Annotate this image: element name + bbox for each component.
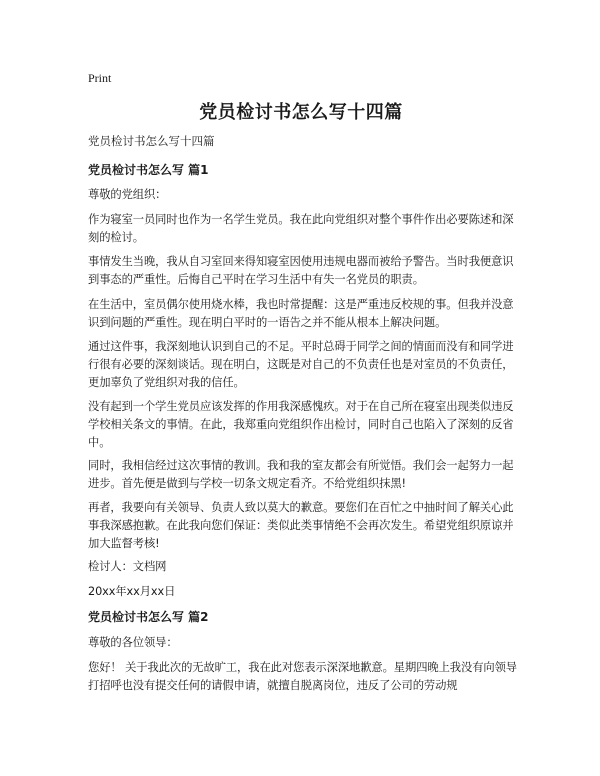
- paragraph: 通过这件事，我深刻地认识到自己的不足。平时总碍于同学之间的情面而没有和同学进行很有必要的深刻谈话。现在明白，这既是对自己的不负责任也是对室员的不负责任，更加辜负了党组织对我的信任。: [88, 340, 514, 389]
- paragraph: 作为寝室一员同时也作为一名学生党员。我在此向党组织对整个事件作出必要陈述和深刻的检讨。: [88, 213, 514, 244]
- paragraph: 同时，我相信经过这次事情的教训。我和我的室友都会有所觉悟。我们会一起努力一起进步。首先便是做到与学校一切条文规定看齐。不给党组织抹黑!: [88, 459, 514, 490]
- paragraph: 事情发生当晚，我从自习室回来得知寝室因使用违规电器而被给予警告。当时我便意识到事态的严重性。后悔自己平时在学习生活中有失一名党员的职责。: [88, 255, 514, 286]
- page-title: 党员检讨书怎么写十四篇: [199, 102, 403, 123]
- paragraph: 再者，我要向有关领导、负责人致以莫大的歉意。要您们在百忙之中抽时间了解关心此事我深感抱歉。在此我向您们保证：类似此类事情绝不会再次发生。希望党组织原谅并加大监督考核!: [88, 501, 514, 550]
- section-heading: 党员检讨书怎么写 篇2: [88, 610, 209, 624]
- greeting: 尊敬的各位领导：: [88, 636, 178, 649]
- paragraph: 在生活中，室员偶尔使用烧水棒，我也时常提醒：这是严重违反校规的事。但我并没意识到问题的严重性。现在明白平时的一语告之并不能从根本上解决问题。: [88, 298, 514, 329]
- paragraph: 您好！ 关于我此次的无故旷工，我在此对您表示深深地歉意。星期四晚上我没有向领导打招呼也没有提交任何的请假申请，就擅自脱离岗位，违反了公司的劳动规: [88, 661, 517, 692]
- date: 20xx年xx月xx日: [88, 585, 176, 598]
- paragraph: 没有起到一个学生党员应该发挥的作用我深感愧疚。对于在自己所在寝室出现类似违反学校相关条文的事情。在此，我郑重向党组织作出检讨，同时自己也陷入了深刻的反省中。: [88, 400, 514, 449]
- greeting: 尊敬的党组织：: [88, 188, 167, 201]
- section-heading: 党员检讨书怎么写 篇1: [88, 163, 209, 177]
- doc-subtitle: 党员检讨书怎么写十四篇: [88, 134, 215, 148]
- print-label: Print: [88, 71, 112, 85]
- signature: 检讨人：文档网: [88, 560, 167, 573]
